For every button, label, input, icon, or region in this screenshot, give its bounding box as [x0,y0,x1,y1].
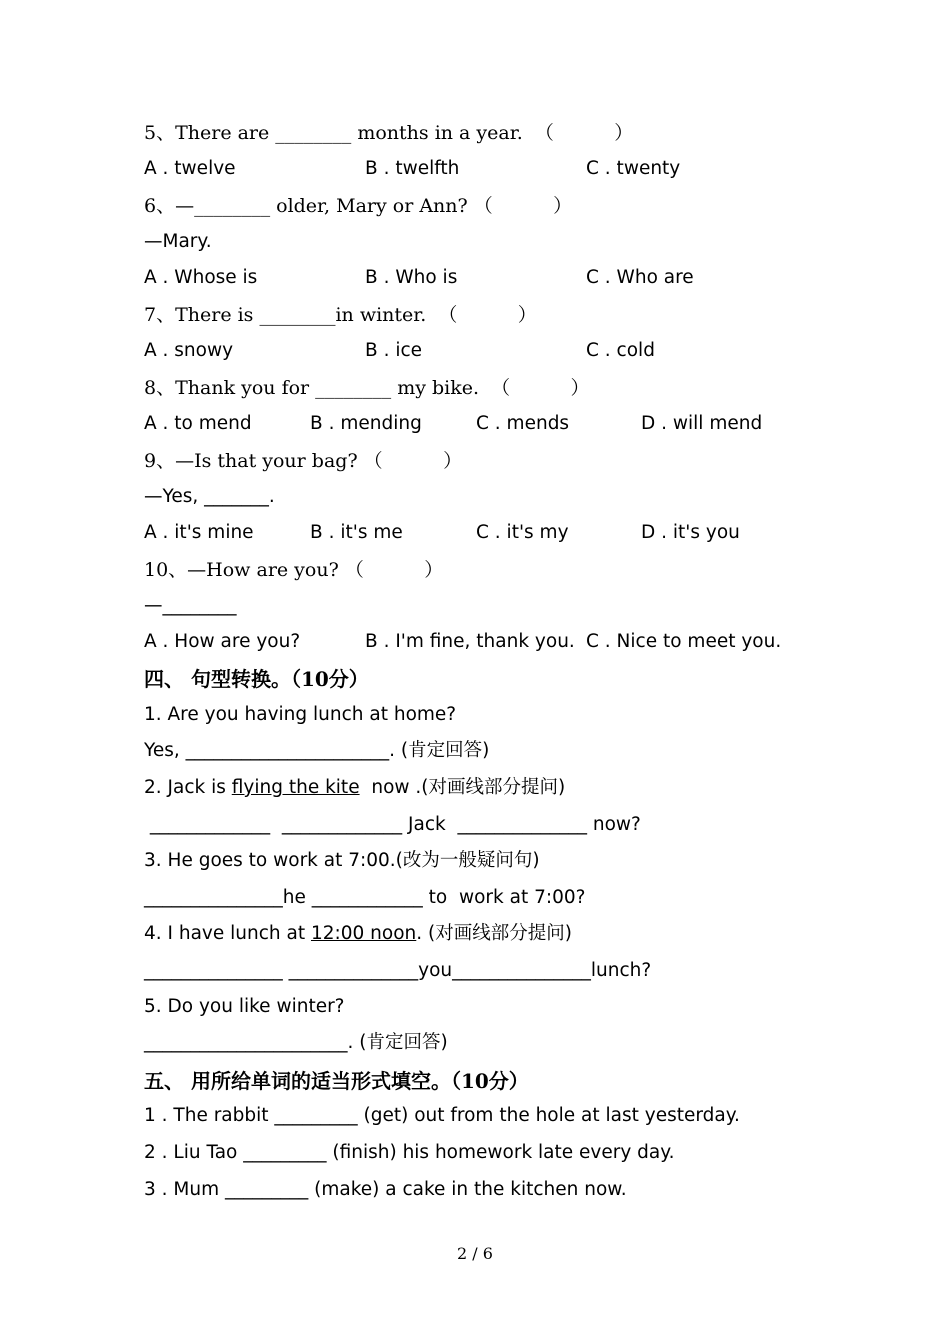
s4-item-1-answer: Yes, ______________________. (肯定回答) [144,740,490,761]
question-8-stem: 8、Thank you for ________ my bike. （ ） [144,377,590,399]
s4-item-5-answer: ______________________. (肯定回答) [144,1032,448,1053]
s4-item-5-question: 5. Do you like winter? [144,996,345,1017]
s5-item-1: 1 . The rabbit _________ (get) out from the hole at last yesterday. [144,1105,740,1126]
s4-item-4-question [144,925,572,944]
q5-option-b: B . twelfth [365,158,460,179]
s4-item-3-answer: _______________he ____________ to work at 7:00? [144,887,586,908]
question-5-stem: 5、There are ________ months in a year. （ ） [144,122,634,144]
s5-item-3: 3 . Mum _________ (make) a cake in the kitchen now. [144,1179,627,1200]
s4-item-2-q-post: now .(对画线部分提问) [359,777,566,798]
question-10-stem: 10、—How are you? （ ） [144,559,444,581]
s5-item-2: 2 . Liu Tao _________ (finish) his homework late every day. [144,1142,675,1163]
s4-item-4-q-post: . (对画线部分提问) [416,923,572,944]
s4-item-2-q-pre: 2. Jack is [144,777,232,798]
q9-option-b: B . it's me [310,522,403,543]
s4-item-4-answer: _______________ ______________you_______________lunch? [144,960,652,981]
question-9-stem: 9、—Is that your bag? （ ） [144,450,463,472]
q5-option-a: A . twelve [144,158,236,179]
section-5-heading: 五、 用所给单词的适当形式填空。（10分） [144,1069,529,1093]
s4-item-2-underlined: flying the kite [231,777,360,798]
q10-option-a: A . How are you? [144,631,301,652]
s4-item-2-answer: _____________ _____________ Jack ______________ now? [144,814,641,835]
q6-reply: —Mary. [144,231,212,252]
s4-item-4-q-pre: 4. I have lunch at [144,923,311,944]
s4-item-2-question [144,779,565,798]
s4-item-1-question: 1. Are you having lunch at home? [144,704,457,725]
q6-option-c: C . Who are [586,267,694,288]
q9-reply: —Yes, _______. [144,486,275,507]
q8-option-b: B . mending [310,413,422,434]
q5-option-c: C . twenty [586,158,681,179]
q6-option-a: A . Whose is [144,267,258,288]
page-number: 2 / 6 [457,1244,493,1263]
q7-option-c: C . cold [586,340,655,361]
q9-option-a: A . it's mine [144,522,254,543]
q9-option-d: D . it's you [641,522,740,543]
s4-item-3-question: 3. He goes to work at 7:00.(改为一般疑问句) [144,850,540,871]
question-6-stem: 6、—________ older, Mary or Ann? （ ） [144,195,573,217]
q7-option-a: A . snowy [144,340,234,361]
section-4-heading: 四、 句型转换。（10分） [144,667,369,691]
q10-option-c: C . Nice to meet you. [586,631,782,652]
s4-item-4-underlined: 12:00 noon [310,923,417,944]
q8-option-d: D . will mend [641,413,763,434]
q10-option-b: B . I'm fine, thank you. [365,631,575,652]
q8-option-a: A . to mend [144,413,252,434]
q8-option-c: C . mends [476,413,570,434]
q6-option-b: B . Who is [365,267,458,288]
q9-option-c: C . it's my [476,522,569,543]
q7-option-b: B . ice [365,340,423,361]
q10-reply: —________ [144,595,237,616]
question-7-stem: 7、There is ________in winter. （ ） [144,304,537,326]
